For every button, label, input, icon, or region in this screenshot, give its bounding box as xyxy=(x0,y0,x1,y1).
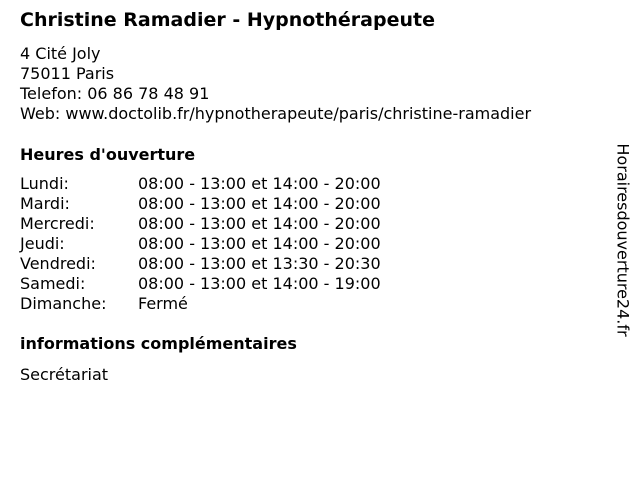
day-label: Mercredi: xyxy=(20,214,95,233)
hours-value: 08:00 - 13:00 et 14:00 - 19:00 xyxy=(138,274,381,293)
day-label: Mardi: xyxy=(20,194,70,213)
day-label: Jeudi: xyxy=(20,234,65,253)
hours-row-tuesday xyxy=(20,194,381,214)
hours-value: 08:00 - 13:00 et 14:00 - 20:00 xyxy=(138,194,381,213)
day-label: Samedi: xyxy=(20,274,86,293)
hours-value: 08:00 - 13:00 et 13:30 - 20:30 xyxy=(138,254,381,273)
info-text: Secrétariat xyxy=(20,365,109,384)
hours-value: 08:00 - 13:00 et 14:00 - 20:00 xyxy=(138,234,381,253)
hours-row-thursday xyxy=(20,234,381,254)
day-label: Dimanche: xyxy=(20,294,107,313)
address-block xyxy=(20,44,531,124)
day-label: Vendredi: xyxy=(20,254,96,273)
hours-heading: Heures d'ouverture xyxy=(20,145,196,164)
hours-row-sunday xyxy=(20,294,381,314)
info-heading: informations complémentaires xyxy=(20,334,297,353)
city-postcode: 75011 Paris xyxy=(20,64,115,83)
day-label: Lundi: xyxy=(20,174,69,193)
hours-value: 08:00 - 13:00 et 14:00 - 20:00 xyxy=(138,174,381,193)
phone-line: Telefon: 06 86 78 48 91 xyxy=(20,84,210,103)
site-watermark: Horairesdouverture24.fr xyxy=(613,143,633,337)
hours-row-friday xyxy=(20,254,381,274)
hours-table xyxy=(20,174,381,314)
hours-value: 08:00 - 13:00 et 14:00 - 20:00 xyxy=(138,214,381,233)
hours-row-saturday xyxy=(20,274,381,294)
hours-row-monday xyxy=(20,174,381,194)
hours-row-wednesday xyxy=(20,214,381,234)
street-address: 4 Cité Joly xyxy=(20,44,101,63)
business-title: Christine Ramadier - Hypnothérapeute xyxy=(20,9,435,31)
website-line: Web: www.doctolib.fr/hypnotherapeute/paris/christine-ramadier xyxy=(20,104,532,123)
hours-value: Fermé xyxy=(138,294,188,313)
